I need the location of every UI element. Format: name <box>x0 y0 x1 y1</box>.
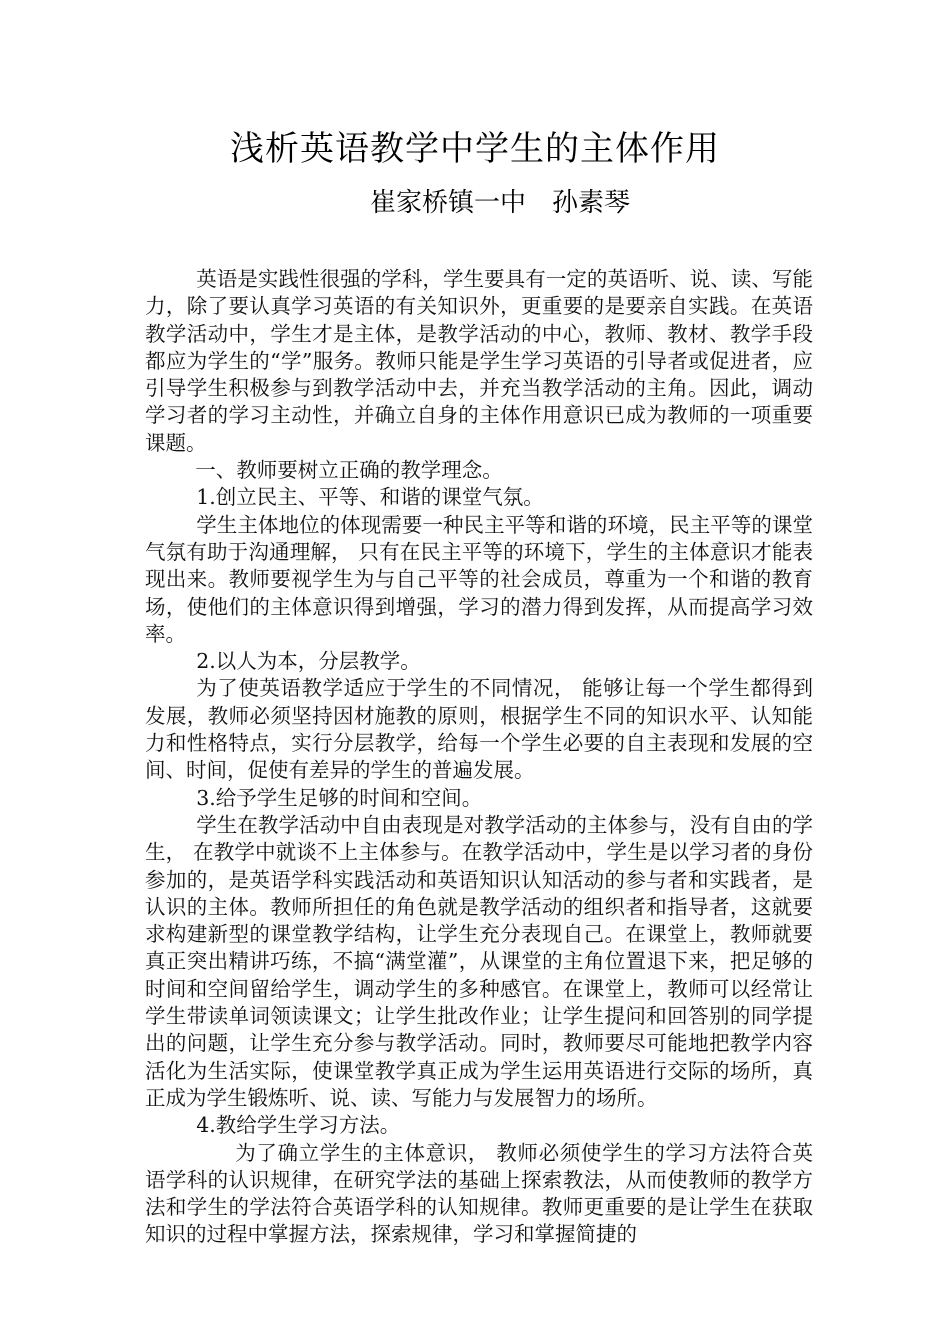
paragraph-democracy: 学生主体地位的体现需要一种民主平等和谐的环境，民主平等的课堂气氛有助于沟通理解， 只有在民主平等的环境下，学生的主体意识才能表现出来。教师要视学生为与自己平等的社会成员，尊重为一个和谐的教育场，使他们的主体意识得到增强，学习的潜力得到发挥，从而提高学习效率。 <box>145 512 813 646</box>
subheading-3: 3.给予学生足够的时间和空间。 <box>196 785 483 810</box>
paragraph-intro: 英语是实践性很强的学科，学生要具有一定的英语听、说、读、写能力，除了要认真学习英语的有关知识外，更重要的是要亲自实践。在英语教学活动中，学生才是主体，是教学活动的中心，教师、教材、教学手段都应为学生的“学”服务。教师只能是学生学习英语的引导者或促进者，应引导学生积极参与到教学活动中去，并充当教学活动的主角。因此，调动学习者的学习主动性，并确立自身的主体作用意识已成为教师的一项重要课题。 <box>145 267 813 455</box>
author-byline <box>370 186 630 220</box>
document-title: 浅析英语教学中学生的主体作用 <box>230 129 720 169</box>
author-name: 孙素琴 <box>552 188 631 218</box>
subheading-1: 1.创立民主、平等、和谐的课堂气氛。 <box>196 485 544 510</box>
section-heading-1: 一、教师要树立正确的教学理念。 <box>195 458 503 483</box>
subheading-4: 4.教给学生学习方法。 <box>196 1113 401 1138</box>
document-body <box>145 266 813 1249</box>
paragraph-layered-teaching: 为了使英语教学适应于学生的不同情况， 能够让每一个学生都得到发展，教师必须坚持因材施教的原则，根据学生不同的知识水平、认知能力和性格特点，实行分层教学，给每一个学生必要的自主表现和发展的空间、时间，促使有差异的学生的普遍发展。 <box>145 676 813 783</box>
paragraph-time-space: 学生在教学活动中自由表现是对教学活动的主体参与，没有自由的学生， 在教学中就谈不上主体参与。在教学活动中，学生是以学习者的身份参加的，是英语学科实践活动和英语知识认知活动的参与者和实践者，是认识的主体。教师所担任的角色就是教学活动的组织者和指导者，这就要求构建新型的课堂教学结构，让学生充分表现自己。在课堂上，教师就要真正突出精讲巧练，不搞“满堂灌”，从课堂的主角位置退下来，把足够的时间和空间留给学生，调动学生的多种感官。在课堂上，教师可以经常让学生带读单词领读课文；让学生批改作业；让学生提问和回答别的同学提出的问题，让学生充分参与教学活动。同时，教师要尽可能地把教学内容活化为生活实际，使课堂教学真正成为学生运用英语进行交际的场所，真正成为学生锻炼听、说、读、写能力与发展智力的场所。 <box>145 812 813 1110</box>
subheading-2: 2.以人为本，分层教学。 <box>196 649 421 674</box>
author-school: 崔家桥镇一中 <box>370 188 527 218</box>
paragraph-learning-methods: 为了确立学生的主体意识， 教师必须使学生的学习方法符合英语学科的认识规律，在研究学法的基础上探索教法，从而使教师的教学方法和学生的学法符合英语学科的认知规律。教师更重要的是让学生在获取知识的过程中掌握方法，探索规律，学习和掌握简捷的 <box>145 1140 813 1247</box>
